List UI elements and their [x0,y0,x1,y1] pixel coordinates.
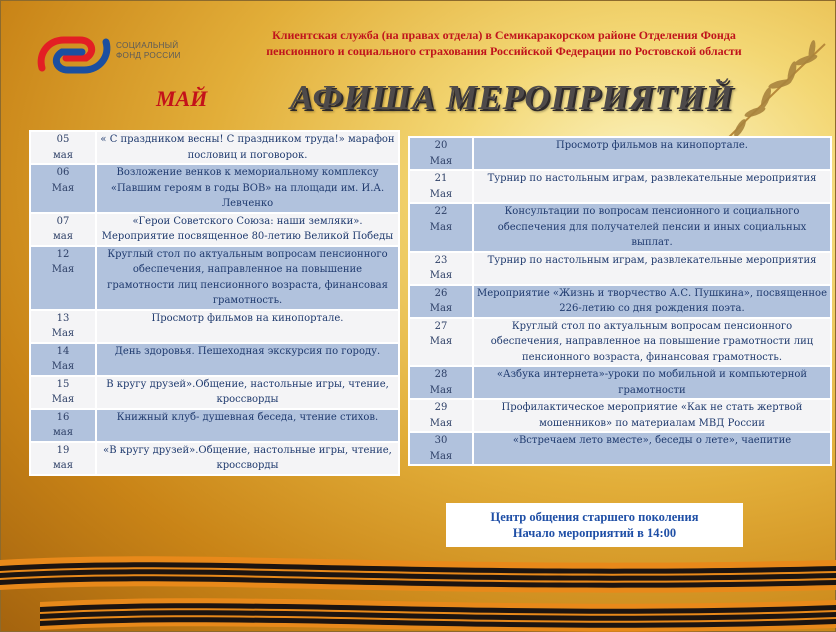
event-month: Мая [429,221,453,233]
event-month: Мая [51,328,75,339]
event-day: 26 [434,287,448,299]
event-month: мая [52,460,74,471]
event-description: Мероприятие «Жизнь и творчество А.С. Пушкина», посвященное 226-летию со дня рождения поэта. [473,285,831,318]
event-description: Книжный клуб- душевная беседа, чтение стихов. [96,409,399,442]
event-month: Мая [429,336,453,347]
event-description: « С праздником весны! С праздником труда!» марафон пословиц и поговорок. [96,131,399,164]
event-month: мая [52,427,74,438]
event-description: «Герои Советского Союза: наши земляки». Мероприятие посвященное 80-летию Великой Победы [96,213,399,246]
event-description: «В кругу друзей».Общение, настольные игры, чтение, кроссворды [96,442,399,475]
event-month: Мая [51,182,75,194]
event-description: Профилактическое мероприятие «Как не стать жертвой мошенников» по материалам МВД России [473,399,831,432]
event-description: «Азбука интернета»-уроки по мобильной и компьютерной грамотности [473,366,831,399]
event-month: Мая [429,188,453,200]
event-day: 22 [434,206,448,217]
event-day: 21 [434,173,448,184]
event-day: 14 [56,345,70,357]
event-description: Круглый стол по актуальным вопросам пенсионного обеспечения, направленное на повышение грамотности лиц пенсионного возраста, финансовая грамотность. [96,246,399,310]
event-day: 07 [56,215,70,227]
event-month: мая [52,149,74,161]
event-month: Мая [429,270,453,281]
event-description: Круглый стол по актуальным вопросам пенсионного обеспечения, направленное на повышение грамотности лиц пенсионного возраста, финансовая грамотность. [473,318,831,367]
event-day: 19 [56,444,70,456]
event-day: 15 [56,378,70,390]
event-day: 28 [434,369,448,380]
logo-caption-line1: СОЦИАЛЬНЫЙ [116,41,179,50]
event-day: 29 [434,402,448,413]
event-description: «Встречаем лето вместе», беседы о лете», чаепитие [473,432,831,465]
event-day: 20 [434,140,448,151]
month-label: МАЙ [156,86,208,111]
event-day: 16 [56,411,70,423]
event-month: Мая [51,394,75,405]
event-month: Мая [429,450,453,462]
organization-line2: пенсионного и социального страхования Российской Федерации по Ростовской области [266,44,742,58]
event-day: 27 [434,320,448,332]
event-month: мая [52,231,74,242]
event-day: 06 [56,167,70,178]
event-description: Консультации по вопросам пенсионного и социального обеспечения для получателей пенсии и иных социальных выплат. [473,203,831,252]
logo-caption-line2: ФОНД РОССИИ [116,51,181,60]
event-description: В кругу друзей».Общение, настольные игры, чтение, кроссворды [96,376,399,409]
event-day: 30 [434,435,448,446]
event-day: 13 [56,312,70,324]
event-day: 05 [56,134,70,145]
event-month: Мая [429,303,453,314]
event-day: 23 [434,254,448,266]
event-description: Турнир по настольным играм, развлекательные мероприятия [473,252,831,285]
event-month: Мая [429,417,453,429]
organization-line1: Клиентская служба (на правах отдела) в Семикаракорском районе Отделения Фонда [272,28,736,42]
event-description: День здоровья. Пешеходная экскурсия по городу. [96,343,399,376]
event-month: Мая [429,155,453,167]
event-day: 12 [56,248,70,260]
event-month: Мая [429,384,453,396]
event-description: Просмотр фильмов на кинопортале. [96,310,399,343]
start-time: Начало мероприятий в 14:00 [512,526,677,540]
center-name: Центр общения старшего поколения [490,510,699,524]
event-description: Просмотр фильмов на кинопортале. [473,137,831,170]
poster-title: АФИША МЕРОПРИЯТИЙ [290,78,734,117]
event-month: Мая [51,361,75,372]
event-description: Возложение венков к мемориальному комплексу «Павшим героям в годы ВОВ» на площади им. И.А. Левченко [96,164,399,213]
event-month: Мая [51,264,75,275]
event-description: Турнир по настольным играм, развлекательные мероприятия [473,170,831,203]
